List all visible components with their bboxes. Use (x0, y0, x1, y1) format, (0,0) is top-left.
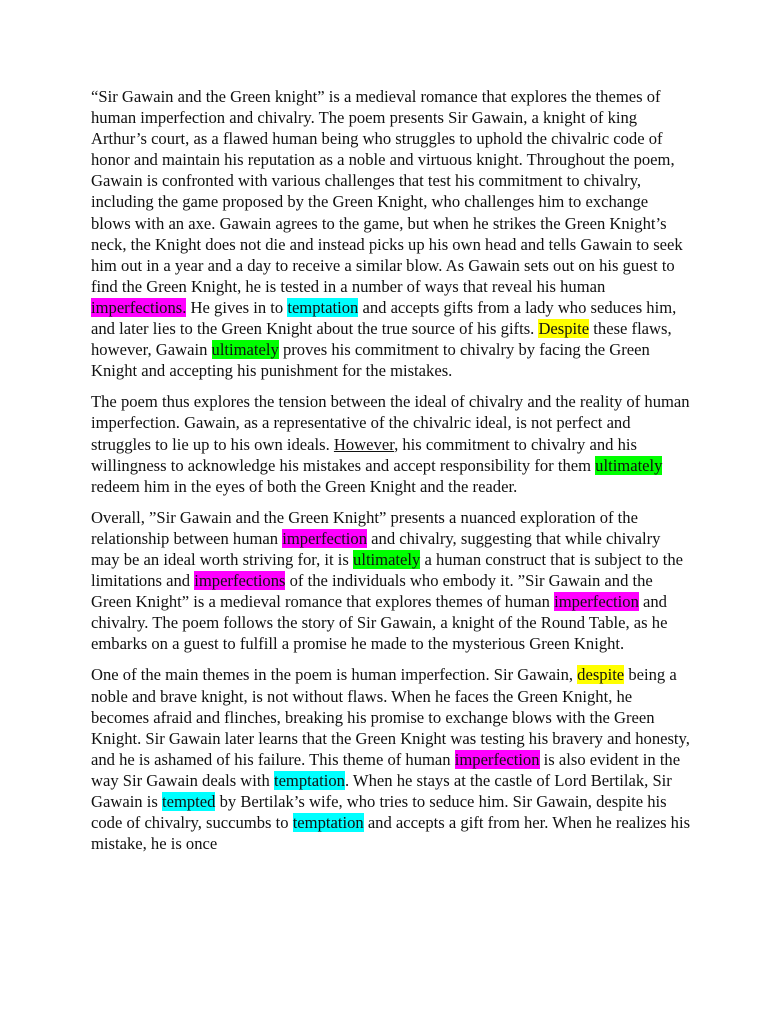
highlighted-word: imperfection (282, 528, 368, 548)
text-run: of the individuals who embody it. ”Sir Gawain and the Green Knight” is a medieval romance that explores themes of human (91, 571, 653, 612)
text-run: Overall, ”Sir Gawain and the Green Knight” presents a nuanced exploration of the relationship between human (91, 507, 638, 548)
text-run: One of the main themes in the poem is human imperfection. Sir Gawain, (91, 665, 578, 685)
text-run: He gives in to (186, 297, 288, 317)
highlighted-word: temptation (273, 770, 345, 790)
highlighted-word: temptation (287, 297, 359, 317)
document-page (91, 86, 691, 864)
highlighted-word: imperfections. (91, 297, 187, 317)
highlighted-word: ultimately (353, 549, 421, 569)
highlighted-word: tempted (161, 792, 216, 811)
highlighted-word: imperfection (454, 749, 540, 769)
highlighted-word: despite (577, 665, 625, 685)
paragraph-2 (91, 391, 691, 496)
highlighted-word: imperfection (554, 592, 639, 612)
text-run: and chivalry. The poem follows the story of Sir Gawain, a knight of the Round Table, as he embarks on a guest to fulfill a promise he made to the mysterious Green Knight. (91, 592, 668, 654)
text-run: and accepts gifts from a lady who seduces him, and later lies to the Green Knight about the true source of his gifts. (91, 297, 677, 339)
text-run: redeem him in the eyes of both the Green Knight and the reader. (91, 476, 518, 496)
text-run: these flaws, however, Gawain (91, 319, 672, 360)
highlighted-word: temptation (292, 813, 364, 833)
paragraph-3 (91, 507, 691, 655)
paragraph-1 (91, 86, 691, 381)
text-run: is also evident in the way Sir Gawain deals with (91, 749, 681, 790)
highlighted-word: Despite (538, 319, 590, 339)
text-run: . When he stays at the castle of Lord Bertilak, Sir Gawain is (91, 770, 672, 811)
text-run: being a noble and brave knight, is not without flaws. When he faces the Green Knight, he becomes afraid and flinches, breaking his promise to exchange blows with the Green Knight. Sir Gawain later learns that the Green Knight was testing his bravery and honesty, and he is ashamed of his failure. This theme of human (91, 665, 690, 769)
paragraph-4 (91, 664, 691, 854)
text-run: by Bertilak’s wife, who tries to seduce him. Sir Gawain, despite his code of chivalry, succumbs to (91, 792, 667, 833)
highlighted-word: ultimately (211, 340, 279, 360)
text-run: a human construct that is subject to the limitations and (91, 549, 684, 591)
highlighted-word: ultimately (595, 455, 663, 475)
highlighted-word: imperfections (194, 571, 286, 591)
text-run: The poem thus explores the tension between the ideal of chivalry and the reality of human imperfection. Gawain, as a representative of the chivalric ideal, is not perfect and struggles to lie up to his own ideals. (91, 392, 690, 454)
text-run: , his commitment to chivalry and his willingness to acknowledge his mistakes and accept responsibility for them (91, 434, 637, 475)
text-run: and accepts a gift from her. When he realizes his mistake, he is once (91, 813, 691, 854)
underlined-word: However (333, 434, 395, 454)
text-run: and chivalry, suggesting that while chivalry may be an ideal worth striving for, it is (91, 528, 661, 569)
text-run: proves his commitment to chivalry by facing the Green Knight and accepting his punishment for the mistakes. (91, 340, 650, 381)
text-run: “Sir Gawain and the Green knight” is a medieval romance that explores the themes of human imperfection and chivalry. The poem presents Sir Gawain, a knight of king Arthur’s court, as a flawed human being who struggles to uphold the chivalric code of honor and maintain his reputation as a noble and virtuous knight. Throughout the poem, Gawain is confronted with various challenges that test his commitment to chivalry, including the game proposed by the Green Knight, who challenges him to exchange blows with an axe. Gawain agrees to the game, but when he strikes the Green Knight’s neck, the Knight does not die and instead picks up his own head and tells Gawain to seek him out in a year and a day to receive a similar blow. As Gawain sets out on his guest to find the Green Knight, he is tested in a number of ways that reveal his human (91, 87, 683, 296)
